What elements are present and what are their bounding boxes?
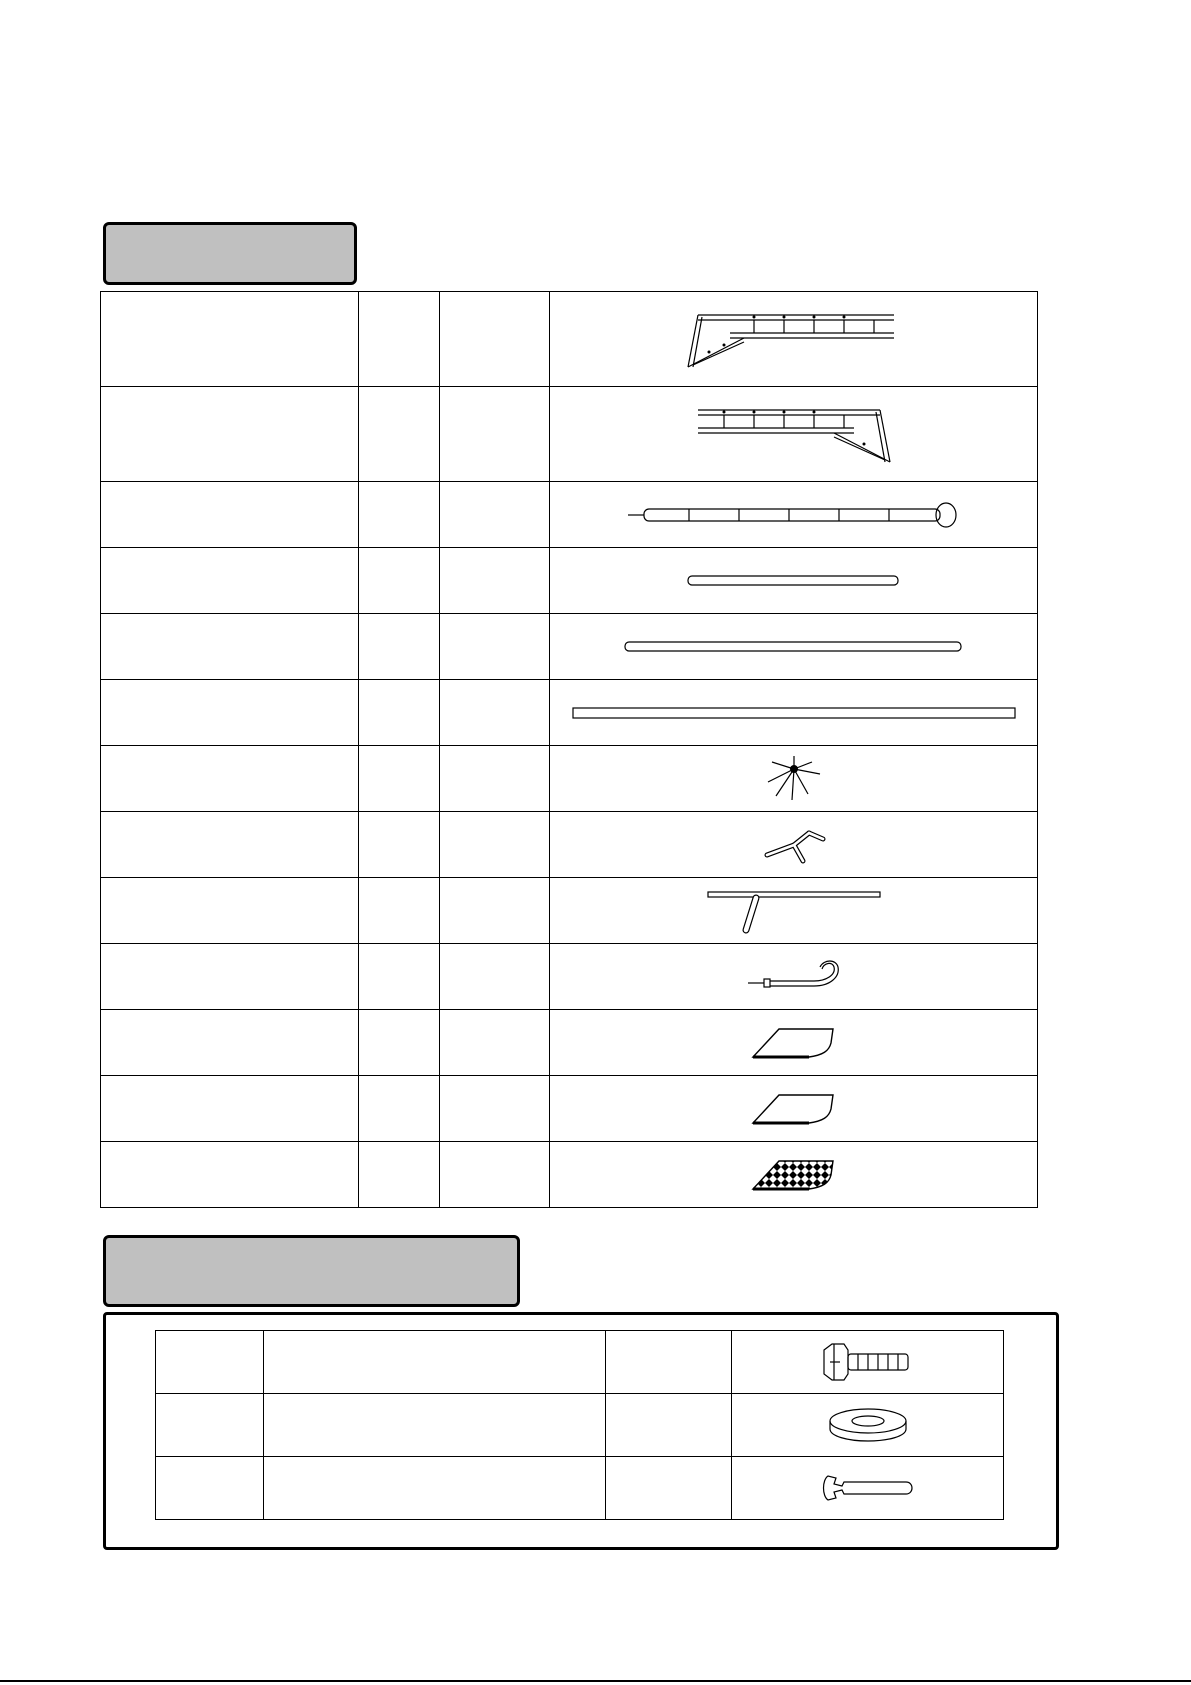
cover-panel-icon: [749, 1089, 839, 1129]
part-name: [101, 812, 359, 878]
part-code: [359, 746, 440, 812]
part-code: [359, 878, 440, 944]
hardware-section-title: [106, 1238, 517, 1274]
wrench-icon: [818, 1468, 918, 1508]
hardware-code: [156, 1331, 264, 1394]
part-code: [359, 812, 440, 878]
hardware-code: [156, 1457, 264, 1520]
parts-section-tab: [103, 222, 357, 285]
parts-table: [100, 291, 1038, 1208]
parts-section-title: [106, 225, 354, 261]
hardware-qty: [606, 1331, 732, 1394]
table-row: [101, 1076, 1038, 1142]
part-name: [101, 292, 359, 387]
ladder-frame-left-icon: [684, 307, 904, 371]
part-name: [101, 746, 359, 812]
table-row: [101, 680, 1038, 746]
part-qty: [440, 548, 550, 614]
part-name: [101, 1076, 359, 1142]
mesh-panel-icon: [749, 1155, 839, 1195]
pole-with-cap-icon: [624, 498, 964, 532]
hardware-section-tab: [103, 1235, 520, 1307]
hardware-code: [156, 1394, 264, 1457]
part-code: [359, 482, 440, 548]
table-row: [101, 878, 1038, 944]
part-qty: [440, 878, 550, 944]
part-qty: [440, 1076, 550, 1142]
table-row: [156, 1331, 1004, 1394]
ladder-frame-right-icon: [694, 402, 894, 466]
part-qty: [440, 292, 550, 387]
part-qty: [440, 812, 550, 878]
part-code: [359, 680, 440, 746]
part-name: [101, 387, 359, 482]
part-code: [359, 1142, 440, 1208]
hardware-description: [264, 1457, 606, 1520]
part-code: [359, 614, 440, 680]
part-code: [359, 387, 440, 482]
part-qty: [440, 482, 550, 548]
part-qty: [440, 387, 550, 482]
washer-icon: [823, 1403, 913, 1447]
hardware-description: [264, 1331, 606, 1394]
long-tube-icon: [569, 703, 1019, 723]
part-name: [101, 1010, 359, 1076]
part-qty: [440, 1142, 550, 1208]
part-name: [101, 548, 359, 614]
hardware-qty: [606, 1394, 732, 1457]
hardware-description: [264, 1394, 606, 1457]
short-tube-icon: [684, 571, 904, 591]
hardware-qty: [606, 1457, 732, 1520]
part-qty: [440, 746, 550, 812]
three-way-connector-icon: [759, 825, 829, 865]
part-code: [359, 944, 440, 1010]
hardware-table: [155, 1330, 1004, 1520]
table-row: [156, 1394, 1004, 1457]
part-name: [101, 614, 359, 680]
cover-panel-icon: [749, 1023, 839, 1063]
table-row: [101, 812, 1038, 878]
part-qty: [440, 944, 550, 1010]
part-code: [359, 1076, 440, 1142]
table-row: [101, 746, 1038, 812]
part-code: [359, 548, 440, 614]
bolt-icon: [818, 1340, 918, 1384]
part-name: [101, 878, 359, 944]
table-row: [101, 387, 1038, 482]
part-code: [359, 292, 440, 387]
table-row: [101, 944, 1038, 1010]
table-row: [101, 1010, 1038, 1076]
part-name: [101, 680, 359, 746]
star-hub-connector-icon: [764, 754, 824, 804]
part-qty: [440, 680, 550, 746]
part-qty: [440, 614, 550, 680]
table-row: [101, 482, 1038, 548]
part-name: [101, 1142, 359, 1208]
table-row: [101, 614, 1038, 680]
part-qty: [440, 1010, 550, 1076]
table-row: [101, 548, 1038, 614]
table-row: [101, 1142, 1038, 1208]
bottom-rule: [0, 1680, 1191, 1682]
table-row: [156, 1457, 1004, 1520]
medium-tube-icon: [621, 637, 966, 657]
part-name: [101, 482, 359, 548]
hook-pin-icon: [744, 959, 844, 995]
part-name: [101, 944, 359, 1010]
table-row: [101, 292, 1038, 387]
part-code: [359, 1010, 440, 1076]
t-bar-icon: [704, 886, 884, 936]
